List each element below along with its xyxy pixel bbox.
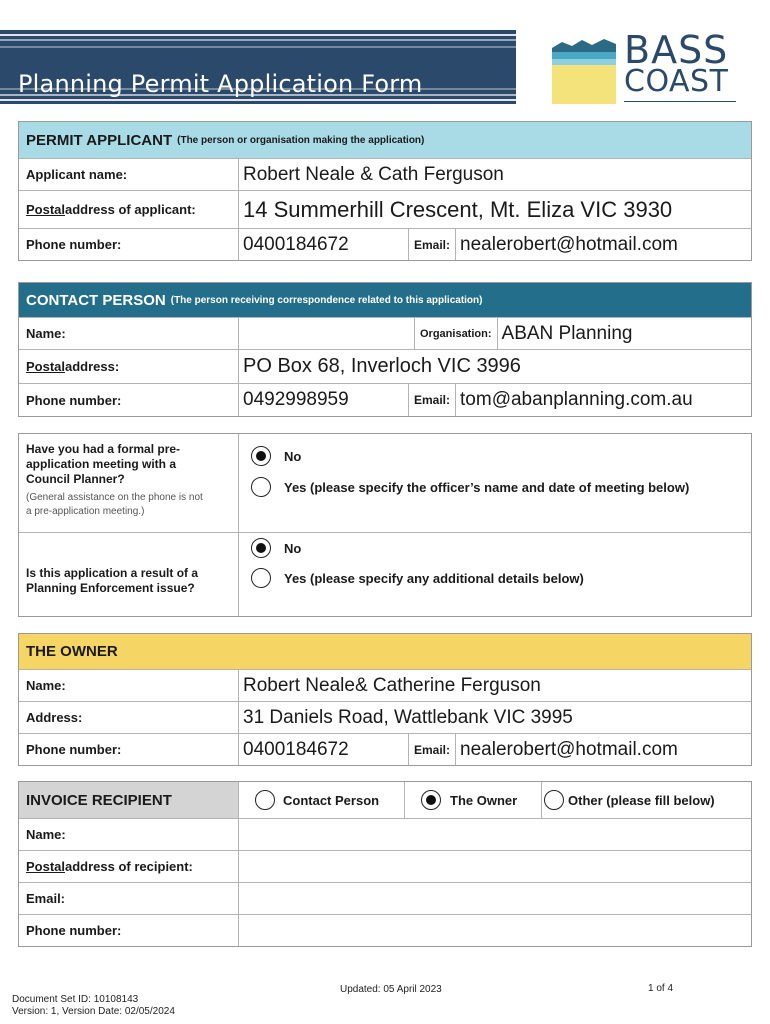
logo-mark-icon (552, 30, 616, 104)
invoice-phone-label: Phone number: (19, 915, 239, 946)
enforcement-question (19, 533, 239, 616)
contact-postal-label: Postal address: (19, 350, 239, 383)
owner-address-label: Address: (19, 702, 239, 733)
option-label: The Owner (450, 792, 518, 808)
invoice-phone-field[interactable] (239, 915, 751, 946)
question-text: Have you had a formal pre-application meeting with a Council Planner? (26, 442, 181, 486)
invoice-postal-label: Postal address of recipient: (19, 851, 239, 882)
footer-updated: Updated: 05 April 2023 (340, 984, 442, 995)
invoice-option-other[interactable] (542, 782, 751, 818)
q1-option-no[interactable] (251, 446, 301, 466)
q1-option-yes[interactable] (251, 477, 689, 497)
owner-section (18, 633, 752, 766)
contact-email-label: Email: (408, 384, 456, 416)
contact-org-label: Organisation: (414, 318, 498, 349)
section-subheading: (The person receiving correspondence related to this application) (170, 294, 483, 306)
contact-person-header (19, 283, 751, 317)
footer-version: Version: 1, Version Date: 02/05/2024 (12, 1006, 175, 1017)
radio-unselected-icon[interactable] (251, 568, 271, 588)
questions-section (18, 433, 752, 617)
contact-phone-label: Phone number: (19, 384, 239, 416)
applicant-name-label: Applicant name: (19, 159, 239, 190)
page-title: Planning Permit Application Form (18, 70, 423, 98)
contact-name-label: Name: (19, 318, 239, 349)
invoice-name-label: Name: (19, 819, 239, 850)
owner-header (19, 634, 751, 669)
bass-coast-logo (552, 30, 752, 106)
invoice-heading: INVOICE RECIPIENT (19, 782, 239, 818)
option-label: No (284, 540, 302, 556)
footer-document-set-id: Document Set ID: 10108143 (12, 994, 139, 1005)
invoice-name-field[interactable] (239, 819, 751, 850)
owner-name-label: Name: (19, 670, 239, 701)
invoice-recipient-section (18, 781, 752, 947)
section-heading: PERMIT APPLICANT (26, 131, 173, 149)
contact-org-field[interactable]: ABAN Planning (501, 322, 633, 344)
owner-email-field[interactable]: nealerobert@hotmail.com (460, 738, 678, 760)
option-label: Yes (please specify the officer’s name and date of meeting below) (284, 479, 690, 495)
section-subheading: (The person or organisation making the application) (177, 134, 425, 146)
applicant-postal-label: Postal address of applicant: (19, 191, 239, 228)
applicant-postal-field[interactable]: 14 Summerhill Crescent, Mt. Eliza VIC 3930 (243, 196, 673, 222)
radio-unselected-icon[interactable] (255, 790, 275, 810)
applicant-phone-label: Phone number: (19, 229, 239, 260)
contact-email-field[interactable]: tom@abanplanning.com.au (460, 389, 693, 410)
question-text: Is this application a result of a Planning Enforcement issue? (26, 565, 199, 595)
contact-phone-field[interactable]: 0492998959 (243, 389, 349, 410)
owner-phone-label: Phone number: (19, 734, 239, 765)
option-label: Other (please fill below) (568, 792, 715, 808)
radio-selected-icon[interactable] (421, 790, 441, 810)
applicant-phone-field[interactable]: 0400184672 (243, 233, 349, 255)
logo-text-bass: BASS (624, 28, 729, 72)
contact-postal-field[interactable]: PO Box 68, Inverloch VIC 3996 (243, 355, 521, 377)
option-label: No (284, 448, 302, 464)
applicant-email-label: Email: (408, 229, 456, 260)
owner-address-field[interactable]: 31 Daniels Road, Wattlebank VIC 3995 (243, 706, 573, 728)
q2-option-yes[interactable] (251, 568, 584, 588)
permit-applicant-section (18, 121, 752, 261)
applicant-email-field[interactable]: nealerobert@hotmail.com (460, 233, 678, 255)
permit-applicant-header (19, 122, 751, 158)
invoice-email-field[interactable] (239, 883, 751, 914)
option-label: Contact Person (283, 792, 380, 808)
owner-name-field[interactable]: Robert Neale& Catherine Ferguson (243, 674, 541, 696)
contact-name-field[interactable] (239, 318, 414, 349)
radio-selected-icon[interactable] (251, 538, 271, 558)
owner-phone-field[interactable]: 0400184672 (243, 738, 349, 760)
section-heading: THE OWNER (26, 643, 118, 660)
invoice-postal-field[interactable] (239, 851, 751, 882)
radio-selected-icon[interactable] (251, 446, 271, 466)
contact-person-section (18, 282, 752, 417)
q2-option-no[interactable] (251, 538, 301, 558)
invoice-email-label: Email: (19, 883, 239, 914)
applicant-name-field[interactable]: Robert Neale & Cath Ferguson (243, 163, 504, 185)
invoice-option-owner[interactable] (405, 782, 542, 818)
radio-unselected-icon[interactable] (544, 790, 564, 810)
invoice-option-contact[interactable] (239, 782, 405, 818)
question-note: (General assistance on the phone is not a pre-application meeting.) (26, 492, 203, 517)
logo-text-coast: COAST (624, 64, 729, 99)
pre-application-question (19, 434, 239, 532)
option-label: Yes (please specify any additional details below) (284, 570, 584, 586)
owner-email-label: Email: (408, 734, 456, 765)
section-heading: CONTACT PERSON (26, 291, 166, 309)
footer-page-number: 1 of 4 (648, 983, 674, 994)
radio-unselected-icon[interactable] (251, 477, 271, 497)
